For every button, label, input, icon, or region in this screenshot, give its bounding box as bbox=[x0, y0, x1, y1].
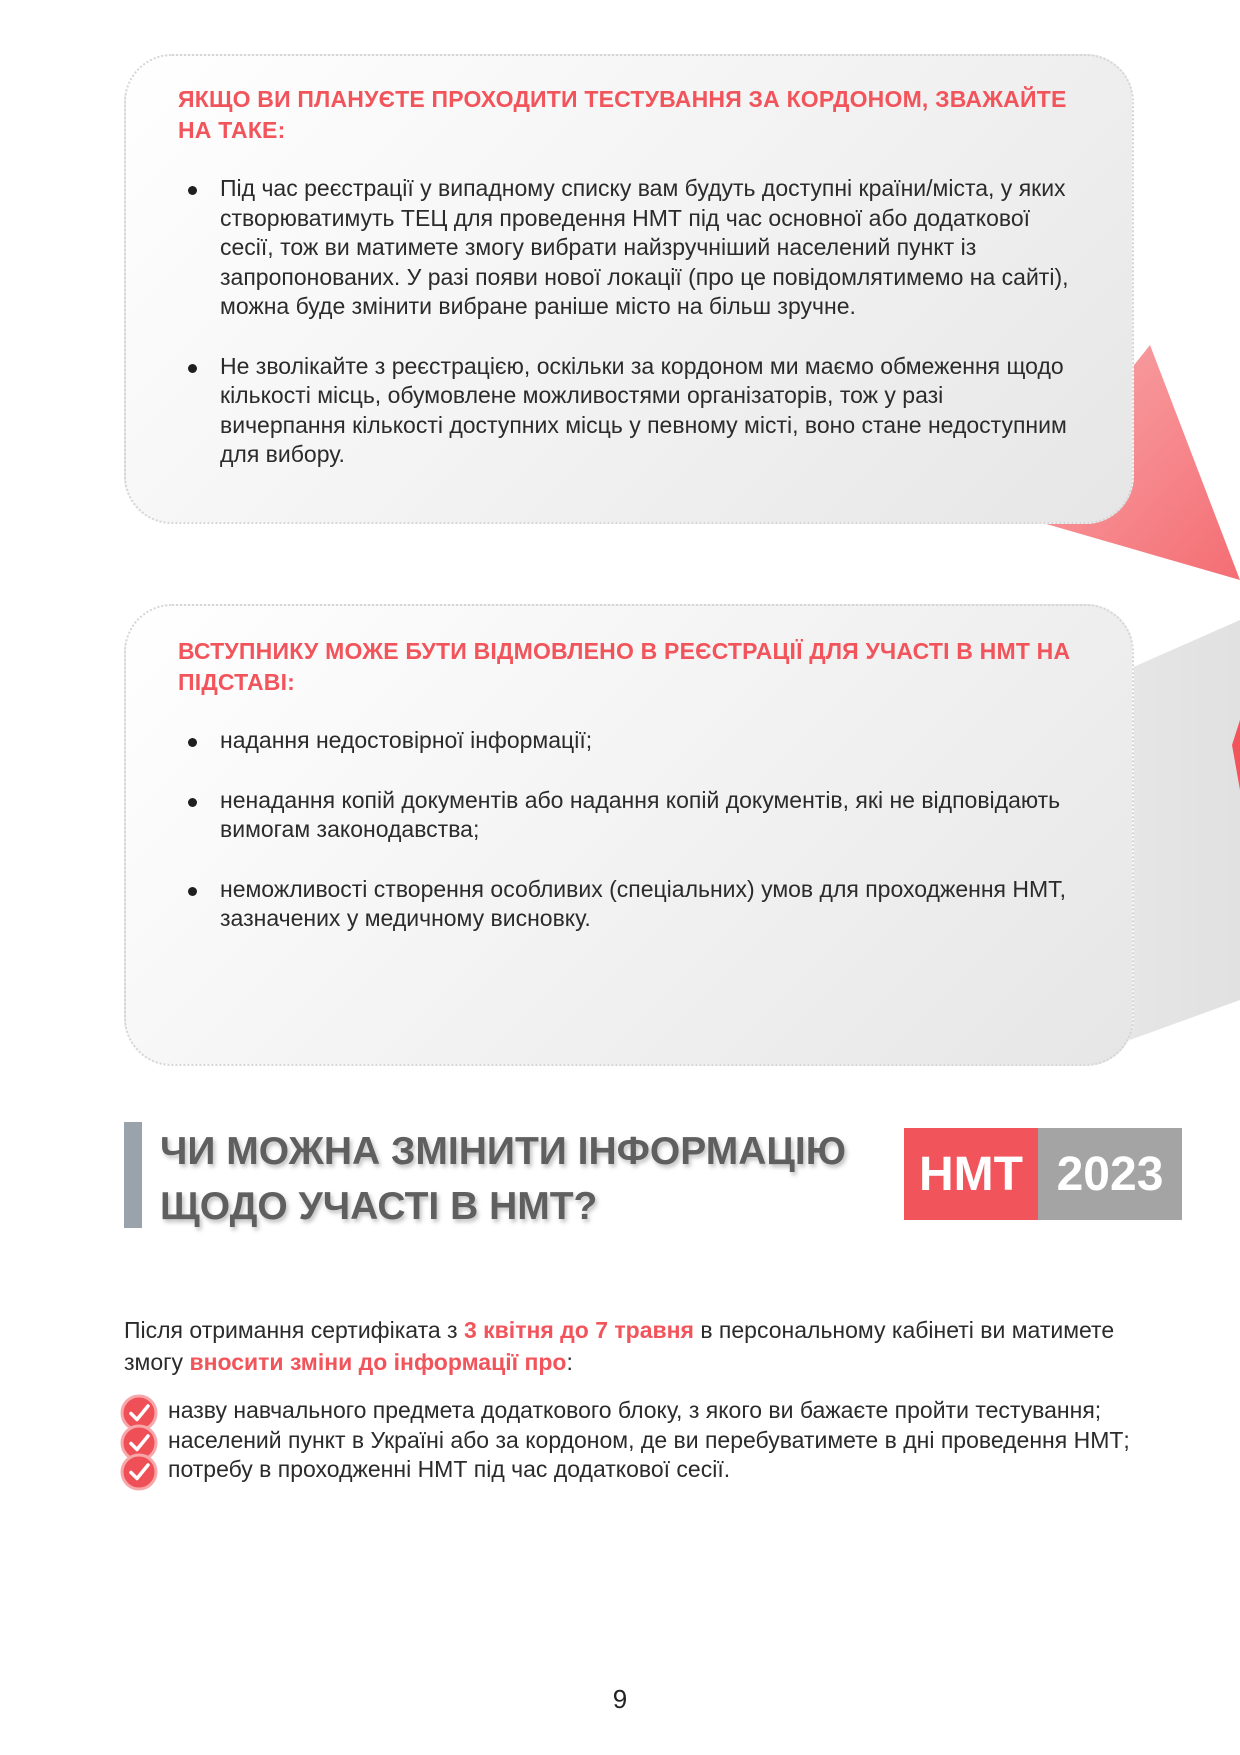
heading-accent-bar bbox=[124, 1122, 142, 1228]
changes-highlight: вносити зміни до інформації про bbox=[189, 1349, 567, 1375]
checklist-item-text: потребу в проходженні НМТ під час додаткової сесії. bbox=[168, 1456, 731, 1482]
bullet-icon bbox=[188, 364, 197, 373]
list-item bbox=[178, 352, 1072, 470]
refusal-info-list bbox=[178, 726, 1072, 964]
list-item bbox=[178, 174, 1072, 322]
page-number: 9 bbox=[612, 1684, 628, 1714]
abroad-info-box bbox=[124, 54, 1134, 524]
date-range-highlight: 3 квітня до 7 травня bbox=[463, 1317, 694, 1343]
abroad-info-title: ЯКЩО ВИ ПЛАНУЄТЕ ПРОХОДИТИ ТЕСТУВАННЯ ЗА КОРДОНОМ, ЗВАЖАЙТЕ НА ТАКЕ: bbox=[178, 86, 1067, 143]
bullet-icon bbox=[188, 887, 197, 896]
list-item-text: надання недостовірної інформації; bbox=[220, 727, 593, 753]
list-item bbox=[178, 786, 1072, 845]
intro-text: Після отримання сертифіката з bbox=[124, 1317, 464, 1343]
badge-nmt-label: НМТ bbox=[904, 1128, 1038, 1220]
check-circle-icon bbox=[120, 1453, 158, 1491]
abroad-info-list bbox=[178, 174, 1072, 500]
list-item-text: ненадання копій документів або надання копій документів, які не відповідають вимогам законодавства; bbox=[220, 786, 1061, 842]
list-item-text: Не зволікайте з реєстрацією, оскільки за кордоном ми маємо обмеження щодо кількості місць, обумовлене можливостями організаторів, тож у разі вичерпання кількості доступних місць у певному місті, воно стане недоступним для вибору. bbox=[220, 352, 1067, 467]
checklist-item bbox=[120, 1396, 1130, 1426]
intro-paragraph bbox=[124, 1314, 1124, 1378]
section-heading: ЧИ МОЖНА ЗМІНИТИ ІНФОРМАЦІЮ ЩОДО УЧАСТІ В НМТ? bbox=[160, 1130, 846, 1228]
badge-year-label: 2023 bbox=[1038, 1128, 1182, 1220]
nmt-2023-badge bbox=[904, 1128, 1182, 1220]
checklist-item-text: населений пункт в Україні або за кордоном, де ви перебуватимете в дні проведення НМТ; bbox=[168, 1426, 1130, 1453]
checklist-item bbox=[120, 1426, 1130, 1456]
intro-text: в персональному кабінеті ви матимете змогу bbox=[124, 1317, 1115, 1375]
bullet-icon bbox=[188, 738, 197, 747]
bullet-icon bbox=[188, 798, 197, 807]
list-item-text: неможливості створення особливих (спеціальних) умов для проходження НМТ, зазначених у медичному висновку. bbox=[220, 875, 1067, 931]
list-item-text: Під час реєстрації у випадному списку вам будуть доступні країни/міста, у яких створюватимуть ТЕЦ для проведення НМТ під час основної або додаткової сесії, тож ви матимете змогу вибрати найзручніший населений пункт із запропонованих. У разі появи нової локації (про це повідомлятимемо на сайті), можна буде змінити вибране раніше місто на більш зручне. bbox=[220, 175, 1069, 319]
refusal-info-box bbox=[124, 604, 1134, 1066]
intro-text: : bbox=[566, 1349, 573, 1375]
list-item bbox=[178, 875, 1072, 934]
changes-checklist bbox=[120, 1396, 1130, 1485]
list-item bbox=[178, 726, 1072, 756]
checklist-item-text: назву навчального предмета додаткового блоку, з якого ви бажаєте пройти тестування; bbox=[168, 1397, 1102, 1423]
checklist-item bbox=[120, 1455, 1130, 1485]
refusal-info-title: ВСТУПНИКУ МОЖЕ БУТИ ВІДМОВЛЕНО В РЕЄСТРАЦІЇ ДЛЯ УЧАСТІ В НМТ НА ПІДСТАВІ: bbox=[178, 638, 1071, 695]
bullet-icon bbox=[188, 186, 197, 195]
